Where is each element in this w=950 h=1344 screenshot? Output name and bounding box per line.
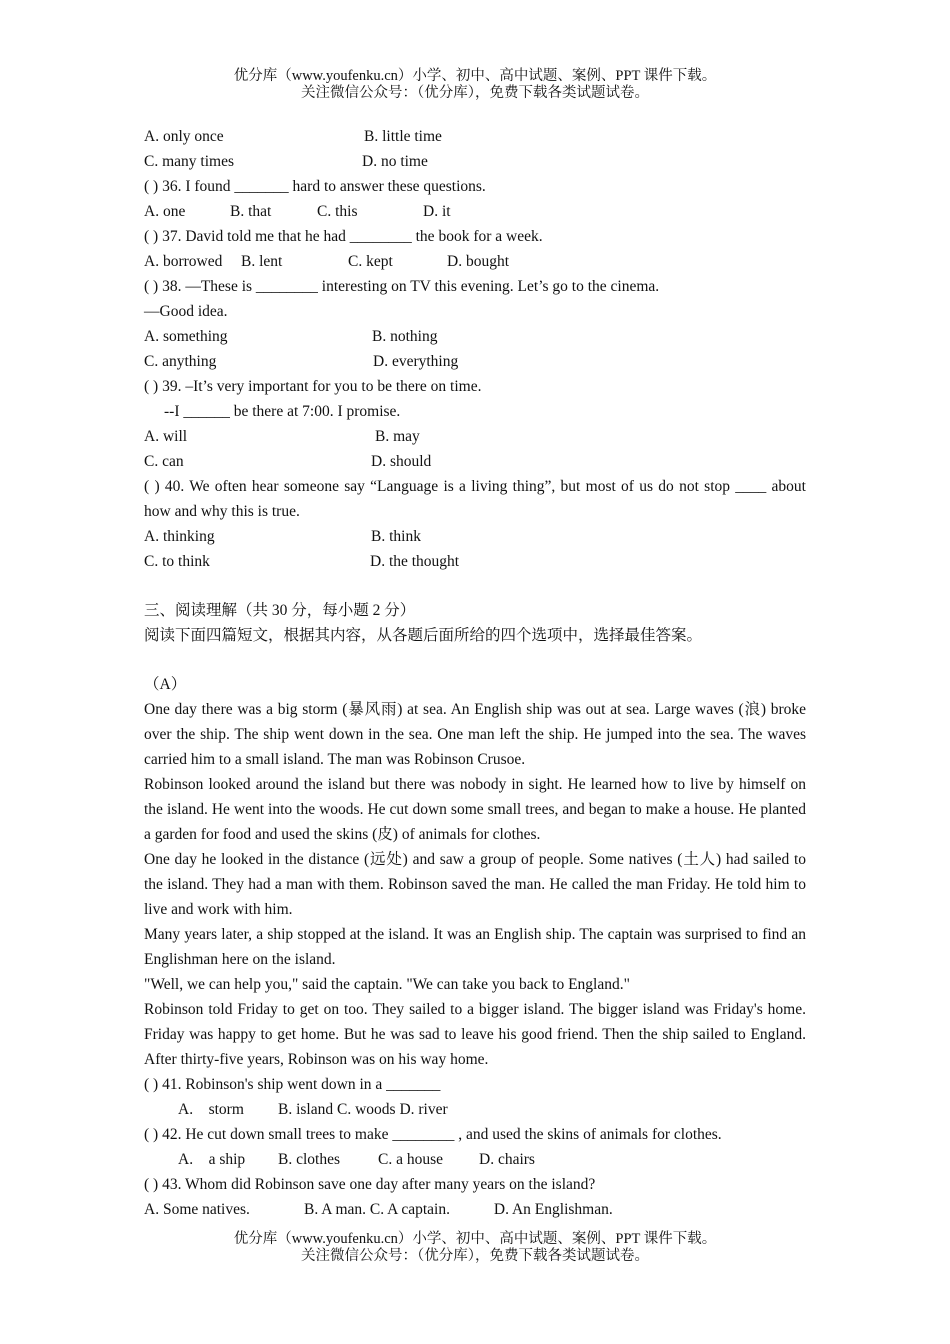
q38-stem: ( ) 38. —These is ________ interesting on TV this evening. Let’s go to the cinema. — [144, 278, 660, 295]
page-footer — [0, 1231, 950, 1265]
q37-option-b: B. lent — [241, 253, 283, 270]
q39-reply: --I ______ be there at 7:00. I promise. — [164, 403, 401, 420]
q35-options-row-1 — [144, 124, 806, 149]
q39-option-d: D. should — [371, 453, 432, 470]
q36-options — [144, 199, 806, 224]
q40-option-d: D. the thought — [370, 553, 460, 570]
passage-a-paragraph-6: Robinson told Friday to get on too. They sailed to a bigger island. The bigger island was Friday's home. Friday was happy to get home. But he was sad to leave his good friend. Then the ship sailed to England. After thirty-five years, Robinson was on his way home. — [144, 1001, 806, 1068]
q41-option-c: C. woods — [337, 1101, 396, 1118]
section3-instruction: 阅读下面四篇短文，根据其内容，从各题后面所给的四个选项中，选择最佳答案。 — [144, 627, 703, 644]
q36-option-d: D. it — [423, 203, 451, 220]
q43-option-c: C. A captain. — [369, 1201, 450, 1218]
q39-option-b: B. may — [375, 428, 420, 445]
q40-option-a: A. thinking — [144, 528, 215, 545]
q38-option-b: B. nothing — [372, 328, 438, 345]
q43-options — [144, 1197, 806, 1222]
q38-reply: —Good idea. — [144, 303, 228, 320]
passage-a-paragraph-1: One day there was a big storm (暴风雨) at sea. An English ship was out at sea. Large waves (浪) broke over the ship. The ship went down in the sea. One man left the ship. He jumped into the sea. The waves carried him to a small island. The man was Robinson Crusoe. — [144, 701, 806, 768]
q38-options-row-1 — [144, 324, 806, 349]
q43-option-a: A. Some natives. — [144, 1201, 250, 1218]
q41-stem: ( ) 41. Robinson's ship went down in a _______ — [144, 1076, 441, 1093]
q37-option-a: A. borrowed — [144, 253, 223, 270]
page-content — [144, 124, 806, 1222]
passage-a-paragraph-3: One day he looked in the distance (远处) and saw a group of people. Some natives (土人) had sailed to the island. They had a man with them. Robinson saved the man. He called the man Friday. He told him to live and work with him. — [144, 851, 806, 918]
passage-a-label: （A） — [144, 676, 187, 693]
q41-option-d: D. river — [399, 1101, 448, 1118]
q39-options-row-1 — [144, 424, 806, 449]
q36-option-c: C. this — [317, 203, 358, 220]
q37-stem: ( ) 37. David told me that he had ________ the book for a week. — [144, 228, 543, 245]
q43-stem: ( ) 43. Whom did Robinson save one day after many years on the island? — [144, 1176, 596, 1193]
q35-option-b: B. little time — [364, 128, 442, 145]
q43-option-b: B. A man. — [304, 1201, 367, 1218]
q36-stem: ( ) 36. I found _______ hard to answer these questions. — [144, 178, 486, 195]
spacer — [144, 648, 806, 672]
q37-options — [144, 249, 806, 274]
q40-stem: ( ) 40. We often hear someone say “Language is a living thing”, but most of us do not stop ____ about how and why this is true. — [144, 478, 806, 520]
q40-options-row-1 — [144, 524, 806, 549]
passage-a-paragraph-5: "Well, we can help you," said the captain. "We can take you back to England." — [144, 976, 630, 993]
q35-option-c: C. many times — [144, 153, 234, 170]
q43-option-d: D. An Englishman. — [493, 1201, 613, 1218]
q42-options — [144, 1147, 806, 1172]
passage-a-paragraph-2: Robinson looked around the island but there was nobody in sight. He learned how to live by himself on the island. He went into the woods. He cut down some small trees, and began to make a house. He planted a garden for food and used the skins (皮) of animals for clothes. — [144, 776, 806, 843]
q36-option-a: A. one — [144, 203, 186, 220]
q36-option-b: B. that — [230, 203, 272, 220]
q41-option-a: A. storm — [178, 1101, 244, 1118]
q38-option-a: A. something — [144, 328, 228, 345]
q41-options — [144, 1097, 806, 1122]
header-line-1: 优分库（www.youfenku.cn）小学、初中、高中试题、案例、PPT 课件下载。 — [233, 68, 717, 84]
spacer — [144, 574, 806, 598]
q39-option-a: A. will — [144, 428, 188, 445]
q38-options-row-2 — [144, 349, 806, 374]
q42-option-a: A. a ship — [178, 1151, 246, 1168]
q38-option-d: D. everything — [373, 353, 459, 370]
q40-options-row-2 — [144, 549, 806, 574]
q42-option-c: C. a house — [378, 1151, 444, 1168]
q40-option-c: C. to think — [144, 553, 210, 570]
header-line-2: 关注微信公众号：（优分库），免费下载各类试题试卷。 — [301, 85, 649, 101]
q42-stem: ( ) 42. He cut down small trees to make ________ , and used the skins of animals for clothes. — [144, 1126, 722, 1143]
q37-option-d: D. bought — [447, 253, 509, 270]
q39-stem: ( ) 39. –It’s very important for you to be there on time. — [144, 378, 482, 395]
q42-option-d: D. chairs — [479, 1151, 535, 1168]
q42-option-b: B. clothes — [278, 1151, 340, 1168]
footer-line-1: 优分库（www.youfenku.cn）小学、初中、高中试题、案例、PPT 课件下载。 — [233, 1231, 717, 1247]
q40-option-b: B. think — [371, 528, 421, 545]
q39-options-row-2 — [144, 449, 806, 474]
page-header — [0, 68, 950, 102]
q35-options-row-2 — [144, 149, 806, 174]
q35-option-d: D. no time — [362, 153, 428, 170]
q41-option-b: B. island — [278, 1101, 334, 1118]
section3-title: 三、阅读理解（共 30 分，每小题 2 分） — [144, 602, 416, 619]
footer-line-2: 关注微信公众号：（优分库），免费下载各类试题试卷。 — [301, 1248, 649, 1264]
q39-option-c: C. can — [144, 453, 184, 470]
passage-a-paragraph-4: Many years later, a ship stopped at the island. It was an English ship. The captain was surprised to find an Englishman here on the island. — [144, 926, 806, 968]
q38-option-c: C. anything — [144, 353, 217, 370]
q37-option-c: C. kept — [348, 253, 393, 270]
q35-option-a: A. only once — [144, 128, 224, 145]
